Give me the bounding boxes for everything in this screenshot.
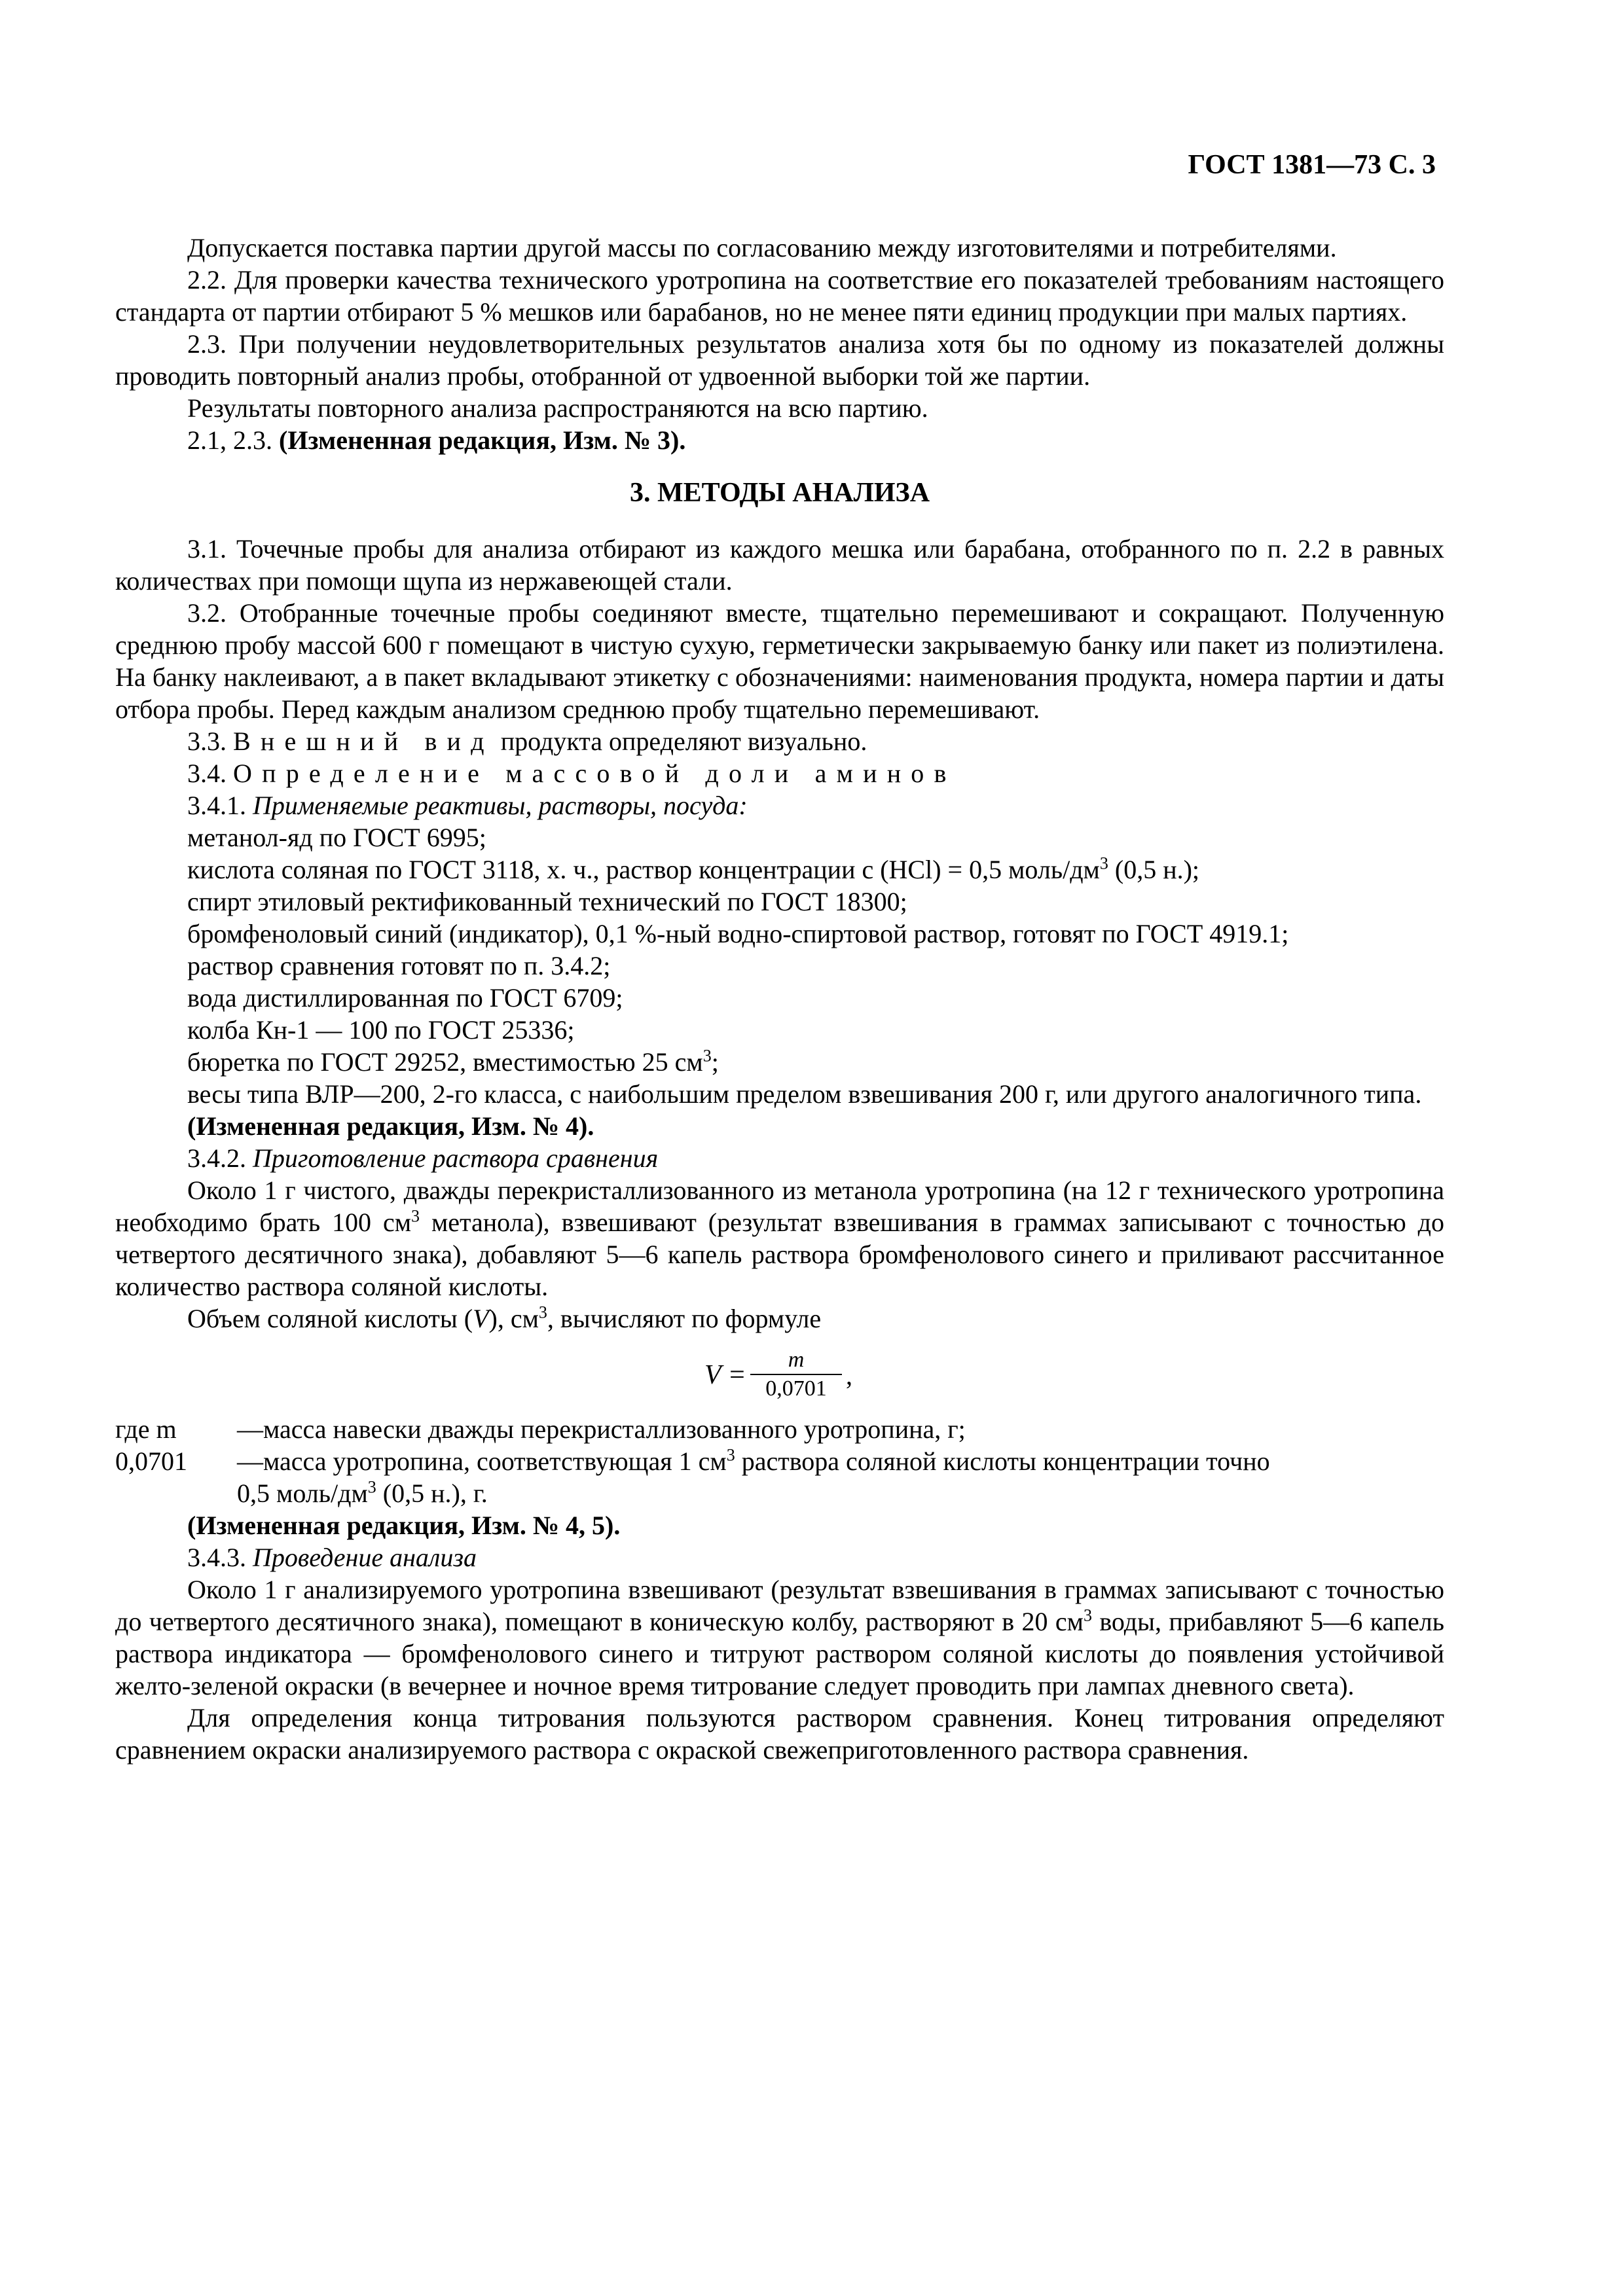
paragraph-3-4-2 — [115, 1142, 1444, 1174]
amendment-text: (Измененная редакция, Изм. № 3). — [279, 425, 686, 455]
paragraph-3-3 — [115, 725, 1444, 757]
legend-key: где m — [115, 1414, 177, 1444]
formula-denominator: 0,0701 — [765, 1376, 827, 1401]
reagent-text: бюретка по ГОСТ 29252, вместимостью 25 см — [187, 1047, 703, 1077]
variable: V — [473, 1304, 489, 1333]
amendment-note — [115, 424, 1444, 456]
paragraph-text: Объем соляной кислоты ( — [187, 1304, 473, 1333]
clause-title: Приготовление раствора сравнения — [253, 1143, 659, 1173]
reagent-item: весы типа ВЛР—200, 2-го класса, с наибольшим пределом взвешивания 200 г, или другого аналогичного типа. — [187, 1079, 1422, 1109]
reagent-item — [115, 1046, 1444, 1078]
reagent-text: (0,5 н.); — [1108, 855, 1200, 884]
paragraph — [115, 1302, 1444, 1335]
paragraph-text: метанола), взвешивают (результат взвешивания в граммах записывают с точностью до четвертого десятичного знака), добавляют 5—6 капель раствора бромфенолового синего и приливают рассчитанное количество раствора соляной кислоты. — [115, 1208, 1444, 1301]
paragraph: Результаты повторного анализа распространяются на всю партию. — [187, 393, 928, 423]
spaced-term: Внешний вид — [233, 726, 494, 756]
paragraph: Допускается поставка партии другой массы по согласованию между изготовителями и потребителями. — [187, 233, 1337, 262]
superscript: 3 — [411, 1206, 420, 1226]
formula-fraction — [750, 1346, 842, 1403]
clause-title: Применяемые реактивы, растворы, посуда: — [253, 791, 748, 820]
reagent-text: ; — [711, 1047, 719, 1077]
formula-lhs: V = — [704, 1360, 746, 1390]
superscript: 3 — [367, 1477, 376, 1497]
amendment-ref: 2.1, 2.3. — [187, 425, 279, 455]
reagent-text: кислота соляная по ГОСТ 3118, х. ч., раствор концентрации с (HCl) = 0,5 моль/дм — [187, 855, 1100, 884]
paragraph-3-4-3 — [115, 1541, 1444, 1573]
reagent-item: раствор сравнения готовят по п. 3.4.2; — [187, 951, 611, 980]
reagent-item: метанол-яд по ГОСТ 6995; — [187, 823, 486, 852]
reagent-item: колба Кн-1 — 100 по ГОСТ 25336; — [187, 1015, 575, 1045]
legend-text-part: раствора соляной кислоты концентрации точно — [735, 1446, 1270, 1476]
amendment-note: (Измененная редакция, Изм. № 4, 5). — [187, 1511, 621, 1540]
paragraph-3-4-1 — [115, 789, 1444, 821]
formula-numerator: m — [750, 1346, 842, 1375]
formula-trail: , — [846, 1361, 852, 1390]
legend-row — [115, 1413, 1444, 1445]
paragraph — [115, 1174, 1444, 1302]
paragraph-3-2: 3.2. Отобранные точечные пробы соединяют вместе, тщательно перемешивают и сокращают. Полученную среднюю пробу массой 600 г помещают в чистую сухую, герметически закрываемую банку или пакет из полиэтилена. На банку наклеивают, а в пакет вкладывают этикетку с обозначениями: наименования продукта, номера партии и даты отбора пробы. Перед каждым анализом среднюю пробу тщательно перемешивают. — [115, 598, 1444, 724]
reagent-item: спирт этиловый ректификованный технический по ГОСТ 18300; — [187, 887, 907, 916]
superscript: 3 — [1099, 853, 1108, 873]
clause-number: 3.4. — [187, 759, 233, 788]
clause-text: продукта определяют визуально. — [494, 726, 867, 756]
paragraph-text: Около 1 г чистого, дважды перекристаллизованного из метанола уротропина (на 12 г технического уротропина необходимо брать 100 см — [115, 1175, 1444, 1237]
legend-text-part: 0,5 моль/дм — [237, 1479, 368, 1508]
clause-title: Проведение анализа — [253, 1543, 477, 1572]
paragraph-text: ), см — [488, 1304, 539, 1333]
paragraph-text: , вычисляют по формуле — [547, 1304, 822, 1333]
legend-continuation — [115, 1477, 1444, 1509]
legend-text-part: —масса уротропина, соответствующая 1 см — [237, 1446, 727, 1476]
formula — [115, 1346, 1444, 1407]
document-body — [115, 232, 1444, 1766]
reagent-item — [115, 853, 1444, 886]
paragraph-3-4 — [115, 757, 1444, 789]
reagent-item: бромфеноловый синий (индикатор), 0,1 %-ный водно-спиртовой раствор, готовят по ГОСТ 4919.1; — [187, 919, 1289, 948]
paragraph: Для определения конца титрования пользуются раствором сравнения. Конец титрования определяют сравнением окраски анализируемого раствора с окраской свежеприготовленного раствора сравнения. — [115, 1703, 1444, 1765]
clause-number: 3.4.1. — [187, 791, 253, 820]
clause-number: 3.3. — [187, 726, 233, 756]
clause-number: 3.4.2. — [187, 1143, 253, 1173]
superscript: 3 — [538, 1302, 547, 1322]
paragraph-3-1: 3.1. Точечные пробы для анализа отбирают из каждого мешка или барабана, отобранного по п. 2.2 в равных количествах при помощи щупа из нержавеющей стали. — [115, 534, 1444, 596]
paragraph-text: Около 1 г анализируемого уротропина взвешивают (результат взвешивания в граммах записывают с точностью до четвертого десятичного знака), помещают в коническую колбу, растворяют в 20 см — [115, 1575, 1444, 1636]
paragraph — [115, 1573, 1444, 1702]
superscript: 3 — [726, 1445, 735, 1465]
paragraph-2-3: 2.3. При получении неудовлетворительных результатов анализа хотя бы по одному из показателей должны проводить повторный анализ пробы, отобранной от удвоенной выборки той же партии. — [115, 329, 1444, 391]
legend-key: 0,0701 — [115, 1446, 187, 1476]
legend-row — [115, 1445, 1444, 1477]
page-header: ГОСТ 1381—73 С. 3 — [1188, 150, 1436, 180]
legend-text: —масса навески дважды перекристаллизованного уротропина, г; — [237, 1414, 966, 1444]
paragraph-text: воды, прибавляют 5—6 капель раствора индикатора — бромфенолового синего и титруют раствором соляной кислоты до появления устойчивой желто-зеленой окраски (в вечернее и ночное время титрование следует проводить при лампах дневного света). — [115, 1607, 1445, 1700]
clause-number: 3.4.3. — [187, 1543, 253, 1572]
legend-text — [237, 1445, 1270, 1477]
superscript: 3 — [1083, 1605, 1092, 1625]
reagent-item: вода дистиллированная по ГОСТ 6709; — [187, 983, 623, 1013]
superscript: 3 — [702, 1046, 712, 1066]
legend-text-part: (0,5 н.), г. — [376, 1479, 488, 1508]
amendment-note: (Измененная редакция, Изм. № 4). — [187, 1111, 594, 1141]
spaced-term: Определение массовой доли аминов — [233, 759, 957, 788]
paragraph-2-2: 2.2. Для проверки качества технического уротропина на соответствие его показателей требованиям настоящего стандарта от партии отбирают 5 % мешков или барабанов, но не менее пяти единиц продукции при малых партиях. — [115, 265, 1444, 327]
section-heading: 3. МЕТОДЫ АНАЛИЗА — [629, 478, 930, 508]
